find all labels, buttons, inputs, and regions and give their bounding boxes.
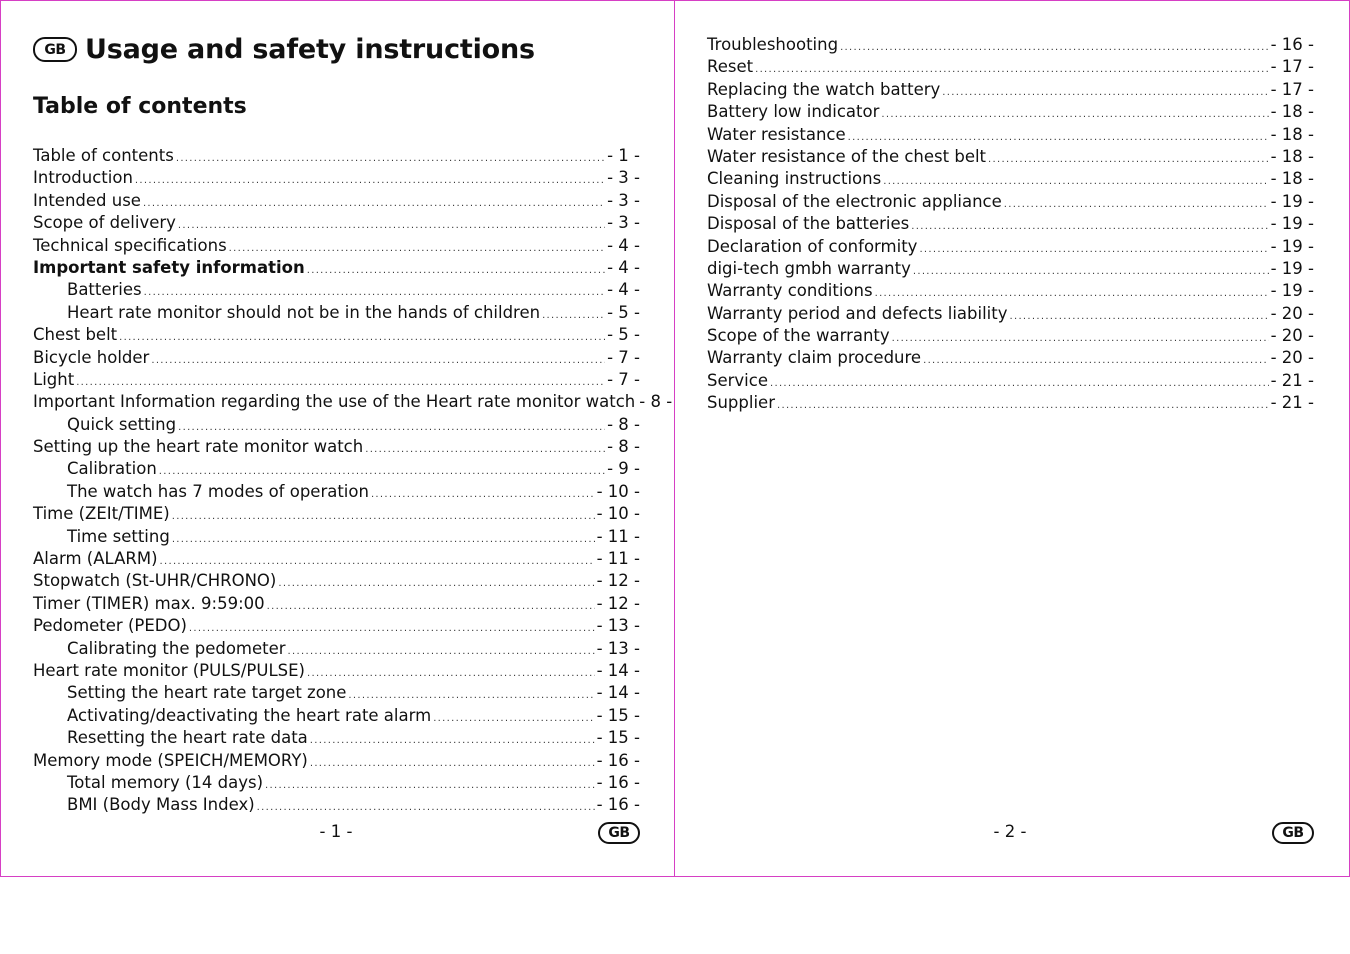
toc-entry-label: Table of contents — [33, 146, 174, 165]
toc-entry[interactable] — [707, 236, 1314, 258]
toc-entry-page: - 16 - — [1270, 35, 1314, 54]
toc-entry-label: Troubleshooting — [707, 35, 839, 54]
toc-entry[interactable] — [33, 145, 640, 167]
toc-dot-leader — [288, 641, 595, 663]
toc-entry-label: Battery low indicator — [707, 102, 880, 122]
toc-entry[interactable] — [707, 258, 1314, 280]
toc-entry[interactable] — [707, 79, 1314, 101]
toc-entry-label: Supplier — [707, 393, 775, 413]
toc-entry-page: - 19 - — [1270, 191, 1314, 211]
toc-dot-leader — [1004, 194, 1269, 216]
toc-dot-leader — [307, 260, 605, 282]
toc-dot-leader — [770, 373, 1269, 395]
toc-entry-page: - 19 - — [1270, 236, 1314, 256]
toc-entry-page: - 9 - — [607, 459, 640, 479]
toc-list-right — [707, 34, 1314, 415]
toc-dot-leader — [923, 350, 1269, 372]
toc-entry[interactable] — [707, 146, 1314, 168]
toc-entry[interactable] — [33, 235, 640, 257]
toc-entry[interactable] — [707, 191, 1314, 213]
toc-entry[interactable] — [33, 526, 640, 548]
toc-dot-leader — [267, 596, 595, 618]
toc-dot-leader — [257, 797, 595, 819]
toc-entry[interactable] — [707, 34, 1314, 56]
gb-footer-badge-icon: GB — [1272, 822, 1314, 844]
toc-entry[interactable] — [707, 347, 1314, 369]
toc-entry-label: Batteries — [67, 280, 142, 300]
page-number: - 2 - — [993, 822, 1027, 841]
toc-entry-label: Introduction — [33, 168, 133, 188]
toc-entry[interactable] — [33, 414, 640, 436]
toc-entry-page: - 19 - — [1270, 281, 1314, 301]
toc-dot-leader — [278, 573, 594, 595]
toc-entry-page: - 3 - — [607, 213, 640, 233]
toc-entry-page: - 1 - — [607, 146, 640, 165]
toc-entry-label: Service — [707, 370, 768, 390]
toc-entry-page: - 16 - — [596, 750, 640, 770]
toc-entry[interactable] — [33, 794, 640, 816]
toc-entry[interactable] — [33, 682, 640, 704]
toc-entry-label: Declaration of conformity — [707, 236, 918, 256]
toc-entry-page: - 13 - — [596, 616, 640, 636]
toc-entry-label: Alarm (ALARM) — [33, 549, 158, 569]
toc-dot-leader — [119, 327, 605, 349]
toc-dot-leader — [433, 708, 594, 730]
toc-entry-page: - 21 - — [1270, 370, 1314, 390]
toc-dot-leader — [911, 216, 1268, 238]
toc-entry-page: - 18 - — [1270, 146, 1314, 166]
toc-entry-label: BMI (Body Mass Index) — [67, 795, 255, 815]
toc-entry[interactable] — [33, 391, 673, 413]
toc-entry-page: - 20 - — [1270, 348, 1314, 368]
toc-entry-label: Memory mode (SPEICH/MEMORY) — [33, 750, 308, 770]
toc-entry-page: - 10 - — [596, 504, 640, 524]
toc-dot-leader — [176, 148, 605, 170]
toc-entry-page: - 4 - — [607, 280, 640, 300]
toc-entry[interactable] — [33, 167, 640, 189]
toc-entry[interactable] — [33, 727, 640, 749]
toc-entry-page: - 13 - — [596, 638, 640, 658]
toc-entry-label: Reset — [707, 57, 754, 77]
toc-entry-page: - 5 - — [607, 325, 640, 345]
toc-entry[interactable] — [33, 638, 640, 660]
toc-entry[interactable] — [707, 101, 1314, 123]
toc-dot-leader — [942, 82, 1268, 104]
toc-entry-page: - 4 - — [607, 257, 640, 277]
toc-entry[interactable] — [33, 503, 640, 525]
toc-dot-leader — [172, 529, 595, 551]
document-title — [33, 34, 535, 65]
page-number: - 1 - — [319, 822, 353, 841]
toc-entry-page: - 18 - — [1270, 124, 1314, 144]
toc-entry-page: - 14 - — [596, 683, 640, 703]
toc-entry-page: - 4 - — [607, 235, 640, 255]
toc-dot-leader — [307, 663, 595, 685]
toc-entry-page: - 17 - — [1270, 57, 1314, 77]
toc-entry-page: - 18 - — [1270, 102, 1314, 122]
toc-entry[interactable] — [707, 280, 1314, 302]
toc-entry-page: - 14 - — [596, 660, 640, 680]
toc-dot-leader — [265, 775, 595, 797]
toc-entry[interactable] — [707, 168, 1314, 190]
toc-entry-page: - 15 - — [596, 728, 640, 748]
toc-dot-leader — [1010, 306, 1269, 328]
toc-entry-label: Bicycle holder — [33, 347, 150, 367]
toc-entry-label: Quick setting — [67, 414, 177, 434]
toc-entry-label: digi-tech gmbh warranty — [707, 258, 911, 278]
toc-entry-page: - 18 - — [1270, 169, 1314, 189]
toc-entry-label: Heart rate monitor should not be in the hands of children — [67, 302, 541, 322]
toc-entry-page: - 8 - — [607, 437, 640, 457]
left-page — [33, 0, 673, 876]
toc-entry[interactable] — [33, 279, 640, 301]
toc-entry[interactable] — [33, 593, 640, 615]
toc-dot-leader — [151, 350, 605, 372]
toc-entry-label: Replacing the watch battery — [707, 79, 941, 99]
toc-dot-leader — [542, 305, 605, 327]
toc-entry-label: Warranty period and defects liability — [707, 303, 1008, 323]
toc-entry-page: - 16 - — [596, 772, 640, 792]
toc-entry-label: Light — [33, 369, 75, 389]
toc-dot-leader — [371, 484, 595, 506]
toc-entry-label: Chest belt — [33, 325, 118, 345]
toc-entry[interactable] — [33, 347, 640, 369]
toc-entry-page: - 8 - — [639, 392, 673, 412]
toc-entry[interactable] — [707, 56, 1314, 78]
toc-entry-page: - 3 - — [607, 190, 640, 210]
toc-entry-label: Calibration — [67, 459, 157, 479]
toc-entry-label: Scope of the warranty — [707, 326, 890, 346]
toc-entry[interactable] — [33, 481, 640, 503]
toc-dot-leader — [135, 170, 605, 192]
toc-entry-page: - 15 - — [596, 705, 640, 725]
toc-entry-page: - 8 - — [607, 414, 640, 434]
toc-entry[interactable] — [33, 615, 640, 637]
toc-entry-label: Resetting the heart rate data — [67, 728, 308, 748]
toc-entry-label: Water resistance of the chest belt — [707, 146, 987, 166]
toc-entry[interactable] — [707, 124, 1314, 146]
toc-entry[interactable] — [33, 212, 640, 234]
toc-entry-label: Technical specifications — [33, 235, 227, 255]
toc-dot-leader — [365, 439, 605, 461]
toc-entry[interactable] — [707, 370, 1314, 392]
toc-entry[interactable] — [33, 660, 640, 682]
toc-entry-page: - 19 - — [1270, 214, 1314, 234]
toc-entry[interactable] — [33, 458, 640, 480]
toc-entry-page: - 10 - — [596, 481, 640, 501]
toc-dot-leader — [892, 328, 1269, 350]
toc-entry[interactable] — [33, 369, 640, 391]
toc-entry-label: Heart rate monitor (PULS/PULSE) — [33, 660, 305, 680]
toc-dot-leader — [310, 753, 595, 775]
right-page — [707, 0, 1314, 876]
toc-entry-label: Pedometer (PEDO) — [33, 616, 187, 636]
toc-entry-label: Warranty claim procedure — [707, 348, 922, 368]
toc-entry-label: The watch has 7 modes of operation — [67, 481, 369, 501]
toc-dot-leader — [178, 215, 605, 237]
toc-entry[interactable] — [33, 302, 640, 324]
toc-entry-page: - 16 - — [596, 795, 640, 815]
toc-entry-page: - 11 - — [596, 549, 640, 569]
gb-footer-badge-icon: GB — [598, 822, 640, 844]
toc-entry-label: Setting up the heart rate monitor watch — [33, 437, 364, 457]
toc-entry[interactable] — [33, 570, 640, 592]
toc-dot-leader — [919, 239, 1268, 261]
toc-entry-page: - 11 - — [596, 526, 640, 546]
toc-entry[interactable] — [33, 436, 640, 458]
toc-entry-page: - 7 - — [607, 347, 640, 367]
toc-dot-leader — [172, 506, 595, 528]
toc-entry-label: Important Information regarding the use of the Heart rate monitor watch — [33, 392, 636, 412]
toc-entry[interactable] — [33, 257, 640, 279]
toc-entry-page: - 12 - — [596, 571, 640, 591]
toc-entry-label: Stopwatch (St-UHR/CHRONO) — [33, 571, 277, 591]
toc-entry-label: Setting the heart rate target zone — [67, 683, 347, 703]
toc-dot-leader — [310, 730, 595, 752]
toc-entry[interactable] — [33, 324, 640, 346]
toc-entry[interactable] — [707, 325, 1314, 347]
toc-dot-leader — [881, 104, 1268, 126]
toc-entry-page: - 19 - — [1270, 258, 1314, 278]
toc-entry-label: Intended use — [33, 190, 141, 210]
toc-entry-label: Activating/deactivating the heart rate alarm — [67, 705, 432, 725]
toc-entry-page: - 5 - — [607, 302, 640, 322]
toc-entry[interactable] — [707, 213, 1314, 235]
toc-dot-leader — [777, 395, 1269, 417]
toc-entry[interactable] — [33, 548, 640, 570]
toc-entry-label: Timer (TIMER) max. 9:59:00 — [33, 593, 265, 613]
toc-entry-page: - 17 - — [1270, 79, 1314, 99]
toc-entry-label: Time (ZEIt/TIME) — [33, 504, 170, 524]
toc-entry-label: Total memory (14 days) — [67, 772, 264, 792]
toc-entry[interactable] — [707, 392, 1314, 414]
toc-entry-page: - 3 - — [607, 168, 640, 188]
toc-entry-label: Cleaning instructions — [707, 169, 882, 189]
toc-dot-leader — [988, 149, 1269, 171]
gb-badge-icon: GB — [33, 37, 77, 62]
toc-entry-label: Warranty conditions — [707, 281, 873, 301]
toc-entry-label: Time setting — [67, 526, 170, 546]
toc-dot-leader — [913, 261, 1269, 283]
toc-entry-page: - 20 - — [1270, 303, 1314, 323]
toc-dot-leader — [143, 193, 605, 215]
toc-entry-page: - 21 - — [1270, 393, 1314, 413]
toc-entry-page: - 12 - — [596, 593, 640, 613]
toc-entry[interactable] — [33, 705, 640, 727]
toc-entry[interactable] — [707, 303, 1314, 325]
toc-entry-label: Important safety information — [33, 257, 305, 277]
toc-entry-label: Disposal of the batteries — [707, 214, 910, 234]
page-divider — [674, 0, 675, 876]
toc-dot-leader — [840, 37, 1269, 59]
toc-entry-label: Disposal of the electronic appliance — [707, 191, 1002, 211]
toc-entry-page: - 20 - — [1270, 326, 1314, 346]
toc-entry-label: Scope of delivery — [33, 213, 176, 233]
toc-entry[interactable] — [33, 750, 640, 772]
toc-entry-page: - 7 - — [607, 369, 640, 389]
toc-entry-label: Water resistance — [707, 124, 846, 144]
toc-entry-label: Calibrating the pedometer — [67, 638, 286, 658]
toc-list-left — [33, 145, 673, 817]
toc-heading: Table of contents — [33, 94, 247, 119]
title-text: Usage and safety instructions — [85, 34, 535, 65]
toc-entry[interactable] — [33, 190, 640, 212]
toc-entry[interactable] — [33, 772, 640, 794]
